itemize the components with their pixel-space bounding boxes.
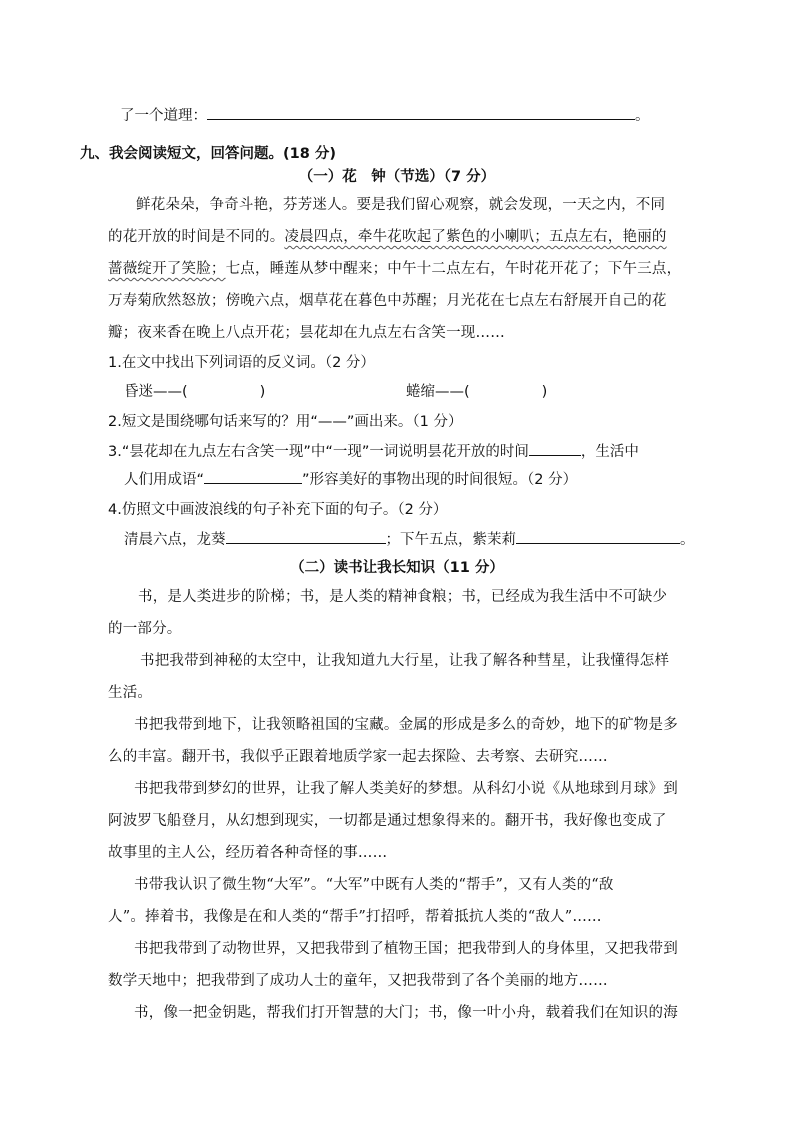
passage2-line: 故事里的主人公，经历着各种奇怪的事……: [108, 845, 388, 861]
passage2-line: 书把我带到了动物世界，又把我带到了植物王国；把我带到人的身体里，又把我带到: [134, 941, 678, 957]
passage-line: [108, 257, 681, 278]
q4-prefix-b: ；下午五点，紫茉莉: [385, 532, 516, 548]
q4-blank-b[interactable]: [516, 529, 680, 544]
passage2-line: 书把我带到神秘的太空中，让我知道九大行星，让我了解各种彗星，让我懂得怎样: [140, 653, 670, 669]
q1-word-a: 昏迷——(: [124, 384, 188, 400]
part2-title: （二）读书让我长知识（11 分）: [290, 560, 504, 576]
wavy-sentence: 蔷薇绽开了笑脸；: [108, 261, 226, 277]
q4-prefix-a: 清晨六点，龙葵: [124, 532, 226, 548]
question-3-line1: [108, 440, 639, 461]
passage2-line: 的一部分。: [108, 621, 182, 637]
passage2-line: 书把我带到地下，让我领略祖国的宝藏。金属的形成是多么的奇妙，地下的矿物是多: [134, 717, 678, 733]
q3-blank-time[interactable]: [529, 441, 581, 456]
passage-line: 万寿菊欣然怒放；傍晚六点，烟草花在暮色中苏醒；月光花在七点左右舒展开自己的花: [108, 293, 667, 309]
q3-blank-idiom[interactable]: [204, 469, 302, 484]
passage2-line: 数学天地中；把我带到了成功人士的童年，又把我带到了各个美丽的地方……: [108, 973, 608, 989]
q4-answer-line: [124, 528, 695, 549]
q4-blank-a[interactable]: [226, 529, 386, 544]
passage-line: [108, 225, 667, 246]
q1-paren-b: ): [541, 384, 548, 400]
prev-answer-blank[interactable]: [207, 105, 635, 120]
passage-line: 瓣；夜来香在晚上八点开花；昙花却在九点左右含笑一现……: [108, 325, 505, 341]
question-1: 1.在文中找出下列词语的反义词。（2 分）: [108, 355, 375, 371]
passage2-line: 书，是人类进步的阶梯；书，是人类的精神食粮；书，已经成为我生活中不可缺少: [138, 589, 668, 605]
passage2-line: 么的丰富。翻开书，我似乎正跟着地质学家一起去探险、去考察、去研究……: [108, 749, 608, 765]
passage2-line: 生活。: [108, 685, 153, 701]
q3-text: 3.“昙花却在九点左右含笑一现”中“一现”一词说明昙花开放的时间: [108, 444, 529, 460]
question-3-line2: [124, 468, 577, 489]
q3-text2: 人们用成语“: [124, 472, 205, 488]
passage2-line: 人”。捧着书，我像是在和人类的“帮手”打招呼，帮着抵抗人类的“敌人”……: [108, 909, 602, 925]
q1-answer-a: [124, 380, 265, 401]
passage2-line: 书带我认识了微生物“大军”。“大军”中既有人类的“帮手”，又有人类的“敌: [134, 877, 614, 893]
q1-answer-b: [406, 380, 547, 401]
prev-answer-end: 。: [635, 108, 650, 124]
question-2: 2.短文是围绕哪句话来写的？用“——”画出来。（1 分）: [108, 414, 463, 430]
passage-line: 鲜花朵朵，争奇斗艳，芬芳迷人。要是我们留心观察，就会发现，一天之内，不同: [136, 197, 666, 213]
prev-answer-label: 了一个道理：: [120, 108, 207, 124]
passage-text: 的花开放的时间是不同的。: [108, 229, 285, 245]
passage2-line: 书，像一把金钥匙，帮我们打开智慧的大门；书，像一叶小舟，载着我们在知识的海: [134, 1005, 678, 1021]
question-4: 4.仿照文中画波浪线的句子补充下面的句子。（2 分）: [108, 502, 448, 518]
q1-word-b: 蜷缩——(: [406, 384, 470, 400]
q3-text2-end: ”形容美好的事物出现的时间很短。（2 分）: [302, 472, 578, 488]
passage2-line: 书把我带到梦幻的世界，让我了解人类美好的梦想。从科幻小说《从地球到月球》到: [134, 781, 678, 797]
wavy-sentence: 凌晨四点，牵牛花吹起了紫色的小喇叭；五点左右，艳丽的: [284, 229, 667, 245]
q1-paren-a: ): [259, 384, 266, 400]
q4-end: 。: [680, 532, 695, 548]
part1-title: （一）花 钟（节选）（7 分）: [298, 169, 496, 185]
passage-text: 七点，睡莲从梦中醒来；中午十二点左右，午时花开花了；下午三点，: [225, 261, 682, 277]
passage2-line: 阿波罗飞船登月，从幻想到现实，一切都是通过想象得来的。翻开书，我好像也变成了: [108, 813, 667, 829]
q3-text-end: ，生活中: [580, 444, 639, 460]
section-heading: 九、我会阅读短文，回答问题。(18 分): [80, 146, 336, 162]
prev-answer-line: [120, 104, 650, 125]
